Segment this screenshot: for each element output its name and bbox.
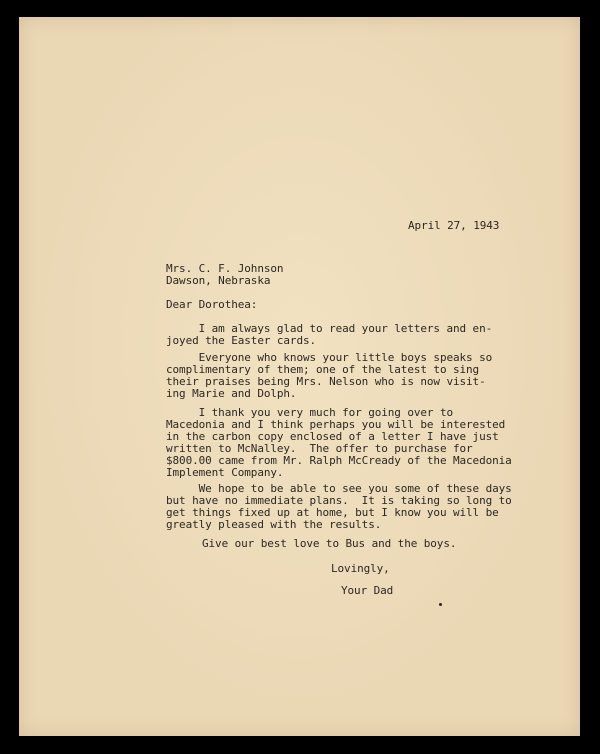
salutation: Dear Dorothea: (166, 298, 258, 311)
closing: Lovingly, (331, 562, 390, 575)
recipient-location: Dawson, Nebraska (166, 274, 271, 287)
paragraph-5: Give our best love to Bus and the boys. (202, 537, 457, 550)
recipient-name: Mrs. C. F. Johnson (166, 262, 284, 275)
letter-page (19, 17, 580, 736)
letter-date: April 27, 1943 (408, 219, 500, 232)
paragraph-1: I am always glad to read your letters and en- joyed the Easter cards. (166, 322, 493, 347)
paragraph-4: We hope to be able to see you some of these days but have no immediate plans. It is taking so long to get things fixed up at home, but I know you will be greatly pleased with the results. (166, 482, 512, 531)
paragraph-3: I thank you very much for going over to Macedonia and I think perhaps you will be interested in the carbon copy enclosed of a letter I have just written to McNalley. The offer to purchase for $800.00 came from Mr. Ralph McCready of the Macedonia Implement Company. (166, 406, 512, 479)
paragraph-2: Everyone who knows your little boys speaks so complimentary of them; one of the latest to sing their praises being Mrs. Nelson who is now visit- ing Marie and Dolph. (166, 351, 493, 400)
ink-mark (439, 603, 442, 606)
signature: Your Dad (341, 584, 394, 597)
